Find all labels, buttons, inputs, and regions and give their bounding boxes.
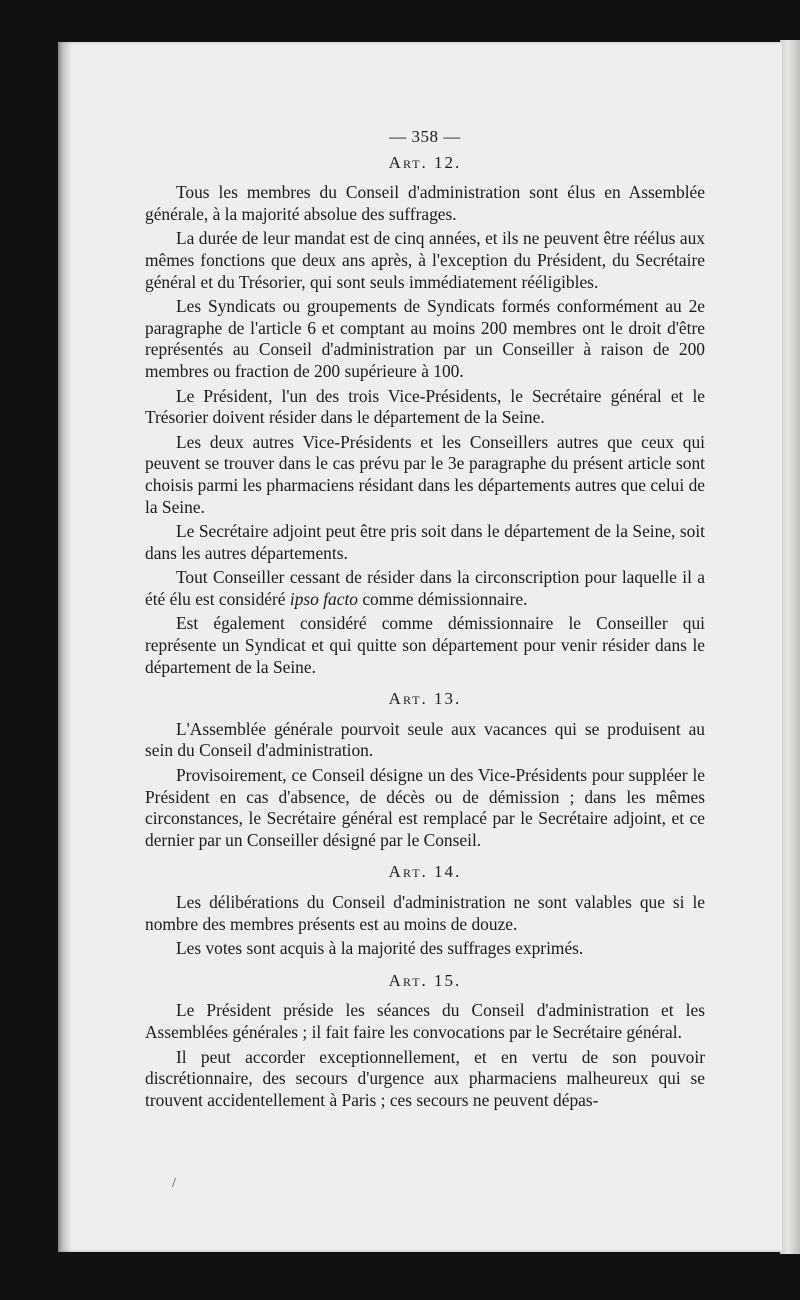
paragraph: Les deux autres Vice-Présidents et les Conseillers autres que ceux qui peuvent se trouver dans le cas prévu par le 3e paragraphe du présent article sont choisis parmi les pharmaciens résidant dans les départements autres que celui de la Seine.: [145, 431, 705, 517]
page-number: — 358 —: [389, 127, 461, 146]
article-13-heading: Art. 13.: [388, 689, 462, 709]
paragraph: Les Syndicats ou groupements de Syndicats formés conformément au 2e paragraphe de l'article 6 et comptant au moins 200 membres ont le droit d'être représentés au Conseil d'administration par un Conseiller à raison de 200 membres ou fraction de 200 supérieure à 100.: [145, 296, 705, 381]
italic-phrase: ipso facto: [289, 588, 358, 609]
page-gutter-shadow: [58, 42, 72, 1252]
page-text: [145, 126, 705, 1114]
paragraph: La durée de leur mandat est de cinq années, et ils ne peuvent être réélus aux mêmes fonctions que deux ans après, à l'exception du Président, du Secrétaire général et du Trésorier, qui sont seuls immédiatement rééligibles.: [145, 228, 705, 292]
paragraph: Les votes sont acquis à la majorité des suffrages exprimés.: [176, 938, 584, 959]
text-run: Tout Conseiller cessant de résider dans la circonscription pour laquelle il a été élu est considéré: [145, 567, 705, 609]
paragraph-ipso-facto: [145, 567, 705, 610]
paragraph: Le Président, l'un des trois Vice-Présidents, le Secrétaire général et le Trésorier doivent résider dans le département de la Seine.: [145, 385, 705, 428]
text-run: comme démissionnaire.: [357, 588, 528, 609]
page-edge: [780, 40, 800, 1254]
article-15-heading: Art. 15.: [388, 970, 462, 990]
paragraph: Le Secrétaire adjoint peut être pris soit dans le département de la Seine, soit dans les autres départements.: [145, 521, 705, 563]
paragraph: Provisoirement, ce Conseil désigne un des Vice-Présidents pour suppléer le Président en cas d'absence, de décès ou de démission ; dans les mêmes circonstances, le Secrétaire général est remplacé par le Secrétaire adjoint, et ce dernier par un Conseiller désigné par le Conseil.: [145, 765, 705, 850]
article-14-heading: Art. 14.: [388, 862, 462, 882]
article-12-heading: Art. 12.: [388, 152, 462, 172]
paragraph: Est également considéré comme démissionnaire le Conseiller qui représente un Syndicat et qui quitte son département pour venir résider dans le département de la Seine.: [145, 613, 705, 677]
margin-mark: /: [172, 1176, 176, 1191]
paragraph: Le Président préside les séances du Conseil d'administration et les Assemblées générales ; il fait faire les convocations par le Secrétaire général.: [145, 1000, 705, 1042]
paragraph: Les délibérations du Conseil d'administration ne sont valables que si le nombre des membres présents est au moins de douze.: [145, 892, 705, 934]
paragraph: L'Assemblée générale pourvoit seule aux vacances qui se produisent au sein du Conseil d'administration.: [145, 718, 705, 761]
paragraph: Il peut accorder exceptionnellement, et en vertu de son pouvoir discrétionnaire, des secours d'urgence aux pharmaciens malheureux qui se trouvent accidentellement à Paris ; ces secours ne peuvent dépas-: [145, 1046, 705, 1110]
paragraph: Tous les membres du Conseil d'administration sont élus en Assemblée générale, à la majorité absolue des suffrages.: [145, 182, 705, 224]
